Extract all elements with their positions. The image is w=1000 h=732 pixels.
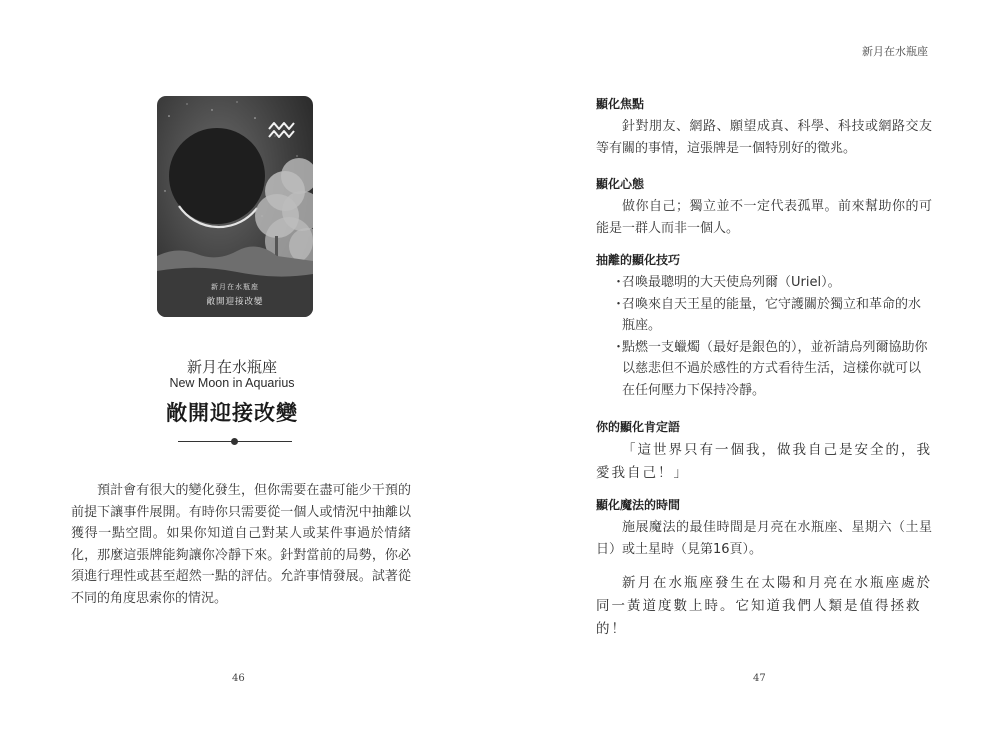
section-techniques [596, 251, 932, 401]
section-timing [596, 496, 932, 560]
running-head: 新月在水瓶座 [862, 45, 928, 58]
section-affirmation [596, 418, 932, 485]
description-paragraph: 預計會有很大的變化發生，但你需要在盡可能少干預的前提下讓事件展開。有時你只需要從一個人或情況中抽離以獲得一點空間。如果你知道自己對某人或某件事過於情緒化，那麼這張牌能夠讓你冷靜下來。針對當前的局勢，你必須進行理性或甚至超然一點的評估。允許事情發展。試著從不同的角度思索你的情況。 [71, 483, 411, 606]
closing-paragraph [596, 572, 932, 641]
section-heading: 抽離的顯化技巧 [596, 253, 681, 267]
section-text: 針對朋友、網路、願望成真、科學、科技或網路交友等有關的事情，這張牌是一個特別好的徵兆。 [596, 119, 932, 156]
page-number-left: 46 [232, 673, 245, 684]
closing-text: 新月在水瓶座發生在太陽和月亮在水瓶座處於同一黃道度數上時。它知道我們人類是值得拯救的！ [596, 575, 932, 637]
section-mindset [596, 175, 932, 239]
card-subtitle: 敞開迎接改變 [206, 297, 264, 307]
divider-dot [231, 438, 238, 445]
list-item: ・ 召喚來自天王星的能量，它守護關於獨立和革命的水瓶座。 [612, 296, 922, 333]
card-description [71, 480, 411, 609]
list-item: ・ 點燃一支蠟燭（最好是銀色的），並祈請烏列爾協助你以慈悲但不過於感性的方式看待生活，這樣你就可以在任何壓力下保持冷靜。 [612, 339, 928, 398]
chapter-title-english: New Moon in Aquarius [169, 376, 295, 390]
card-title: 新月在水瓶座 [211, 283, 259, 291]
affirmation-text: 「這世界只有一個我，做我自己是安全的，我愛我自己！」 [596, 442, 932, 481]
list-item: ・ 召喚最聰明的大天使烏列爾（Uriel）。 [612, 275, 841, 290]
section-focus [596, 95, 932, 159]
section-heading: 顯化心態 [596, 177, 645, 191]
aquarius-icon [269, 123, 294, 137]
technique-list [596, 272, 932, 401]
chapter-heading: 敞開迎接改變 [166, 400, 298, 425]
section-text: 做你自己；獨立並不一定代表孤單。前來幫助你的可能是一群人而非一個人。 [596, 199, 932, 236]
section-heading: 顯化焦點 [596, 97, 645, 111]
section-heading: 你的顯化肯定語 [596, 420, 681, 434]
chapter-title-chinese: 新月在水瓶座 [186, 358, 277, 376]
section-text: 施展魔法的最佳時間是月亮在水瓶座、星期六（土星日）或土星時（見第16頁）。 [596, 520, 932, 557]
section-heading: 顯化魔法的時間 [596, 498, 681, 512]
page-number-right: 47 [753, 673, 766, 684]
oracle-card-image [157, 96, 313, 317]
